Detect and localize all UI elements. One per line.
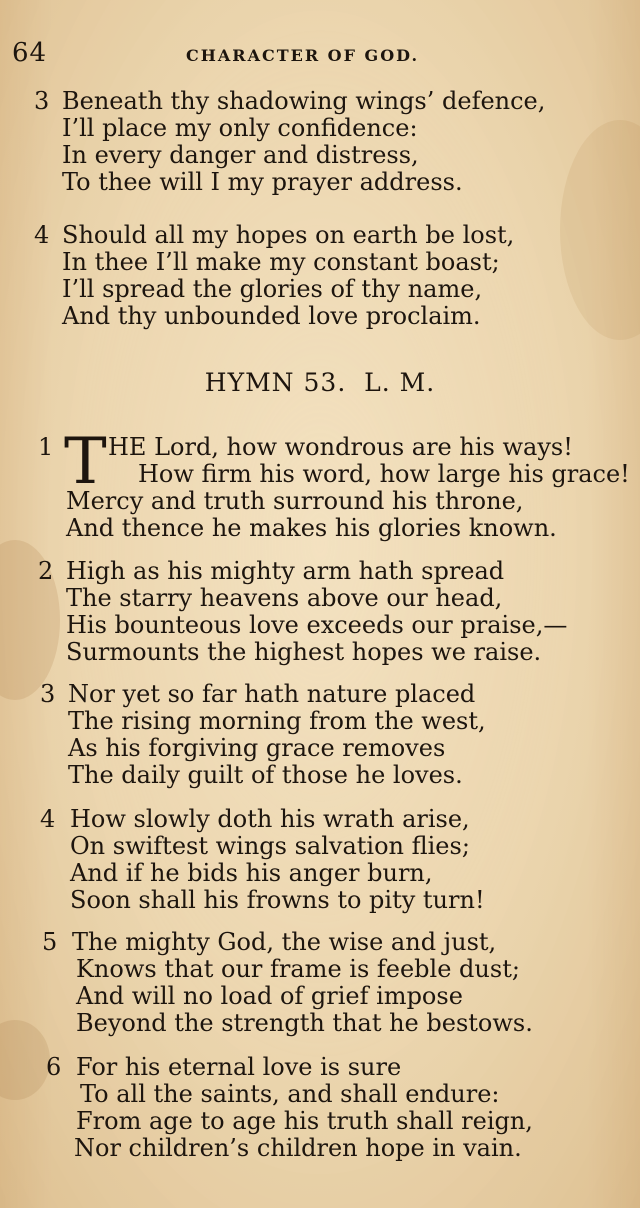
verse-line: And thy unbounded love proclaim. bbox=[62, 302, 481, 330]
hymn-heading bbox=[0, 368, 640, 397]
verse-line: Knows that our frame is feeble dust; bbox=[76, 955, 520, 983]
verse-line: The mighty God, the wise and just, bbox=[72, 928, 497, 956]
stanza-number: 6 bbox=[46, 1053, 62, 1081]
verse-line: In thee I’ll make my constant boast; bbox=[62, 248, 500, 276]
stanza-number: 3 bbox=[34, 87, 50, 115]
verse-line: And will no load of grief impose bbox=[76, 982, 463, 1010]
paper-stain bbox=[0, 1020, 50, 1100]
paper-stain bbox=[560, 120, 640, 340]
verse-line: And thence he makes his glories known. bbox=[66, 514, 557, 542]
running-title: CHARACTER OF GOD. bbox=[186, 46, 420, 65]
verse-line: Surmounts the highest hopes we raise. bbox=[66, 638, 542, 666]
verse-line: On swiftest wings salvation flies; bbox=[70, 832, 470, 860]
verse-line: Nor yet so far hath nature placed bbox=[68, 680, 476, 708]
hymn-title: HYMN 53. bbox=[204, 368, 347, 397]
verse-line: Should all my hopes on earth be lost, bbox=[62, 221, 515, 249]
verse-line: The daily guilt of those he loves. bbox=[68, 761, 463, 789]
verse-line: I’ll spread the glories of thy name, bbox=[62, 275, 483, 303]
page-number: 64 bbox=[12, 38, 48, 68]
drop-cap: T bbox=[64, 425, 107, 499]
verse-line: The starry heavens above our head, bbox=[66, 584, 503, 612]
verse-line: And if he bids his anger burn, bbox=[70, 859, 433, 887]
verse-line: To thee will I my prayer address. bbox=[62, 168, 463, 196]
verse-line: His bounteous love exceeds our praise,— bbox=[66, 611, 568, 639]
verse-line: Nor children’s children hope in vain. bbox=[74, 1134, 522, 1162]
verse-line: Beyond the strength that he bestows. bbox=[76, 1009, 533, 1037]
verse-line: From age to age his truth shall reign, bbox=[76, 1107, 533, 1135]
hymn-meter: L. M. bbox=[364, 368, 436, 397]
verse-line: As his forgiving grace removes bbox=[68, 734, 446, 762]
verse-line: HE Lord, how wondrous are his ways! bbox=[108, 433, 573, 461]
verse-line: To all the saints, and shall endure: bbox=[80, 1080, 500, 1108]
running-head bbox=[0, 36, 640, 76]
verse-line: High as his mighty arm hath spread bbox=[66, 557, 505, 585]
stanza-number: 2 bbox=[38, 557, 54, 585]
stanza-number: 3 bbox=[40, 680, 56, 708]
stanza-number: 4 bbox=[34, 221, 50, 249]
stanza-number: 4 bbox=[40, 805, 56, 833]
verse-line: Beneath thy shadowing wings’ defence, bbox=[62, 87, 546, 115]
verse-line: In every danger and distress, bbox=[62, 141, 419, 169]
verse-line: The rising morning from the west, bbox=[68, 707, 486, 735]
verse-line: How firm his word, how large his grace! bbox=[138, 460, 630, 488]
verse-line: Soon shall his frowns to pity turn! bbox=[70, 886, 485, 914]
stanza-number: 5 bbox=[42, 928, 58, 956]
verse-line: How slowly doth his wrath arise, bbox=[70, 805, 470, 833]
verse-line: Mercy and truth surround his throne, bbox=[66, 487, 524, 515]
stanza-number: 1 bbox=[38, 433, 54, 461]
verse-line: For his eternal love is sure bbox=[76, 1053, 402, 1081]
verse-line: I’ll place my only confidence: bbox=[62, 114, 418, 142]
